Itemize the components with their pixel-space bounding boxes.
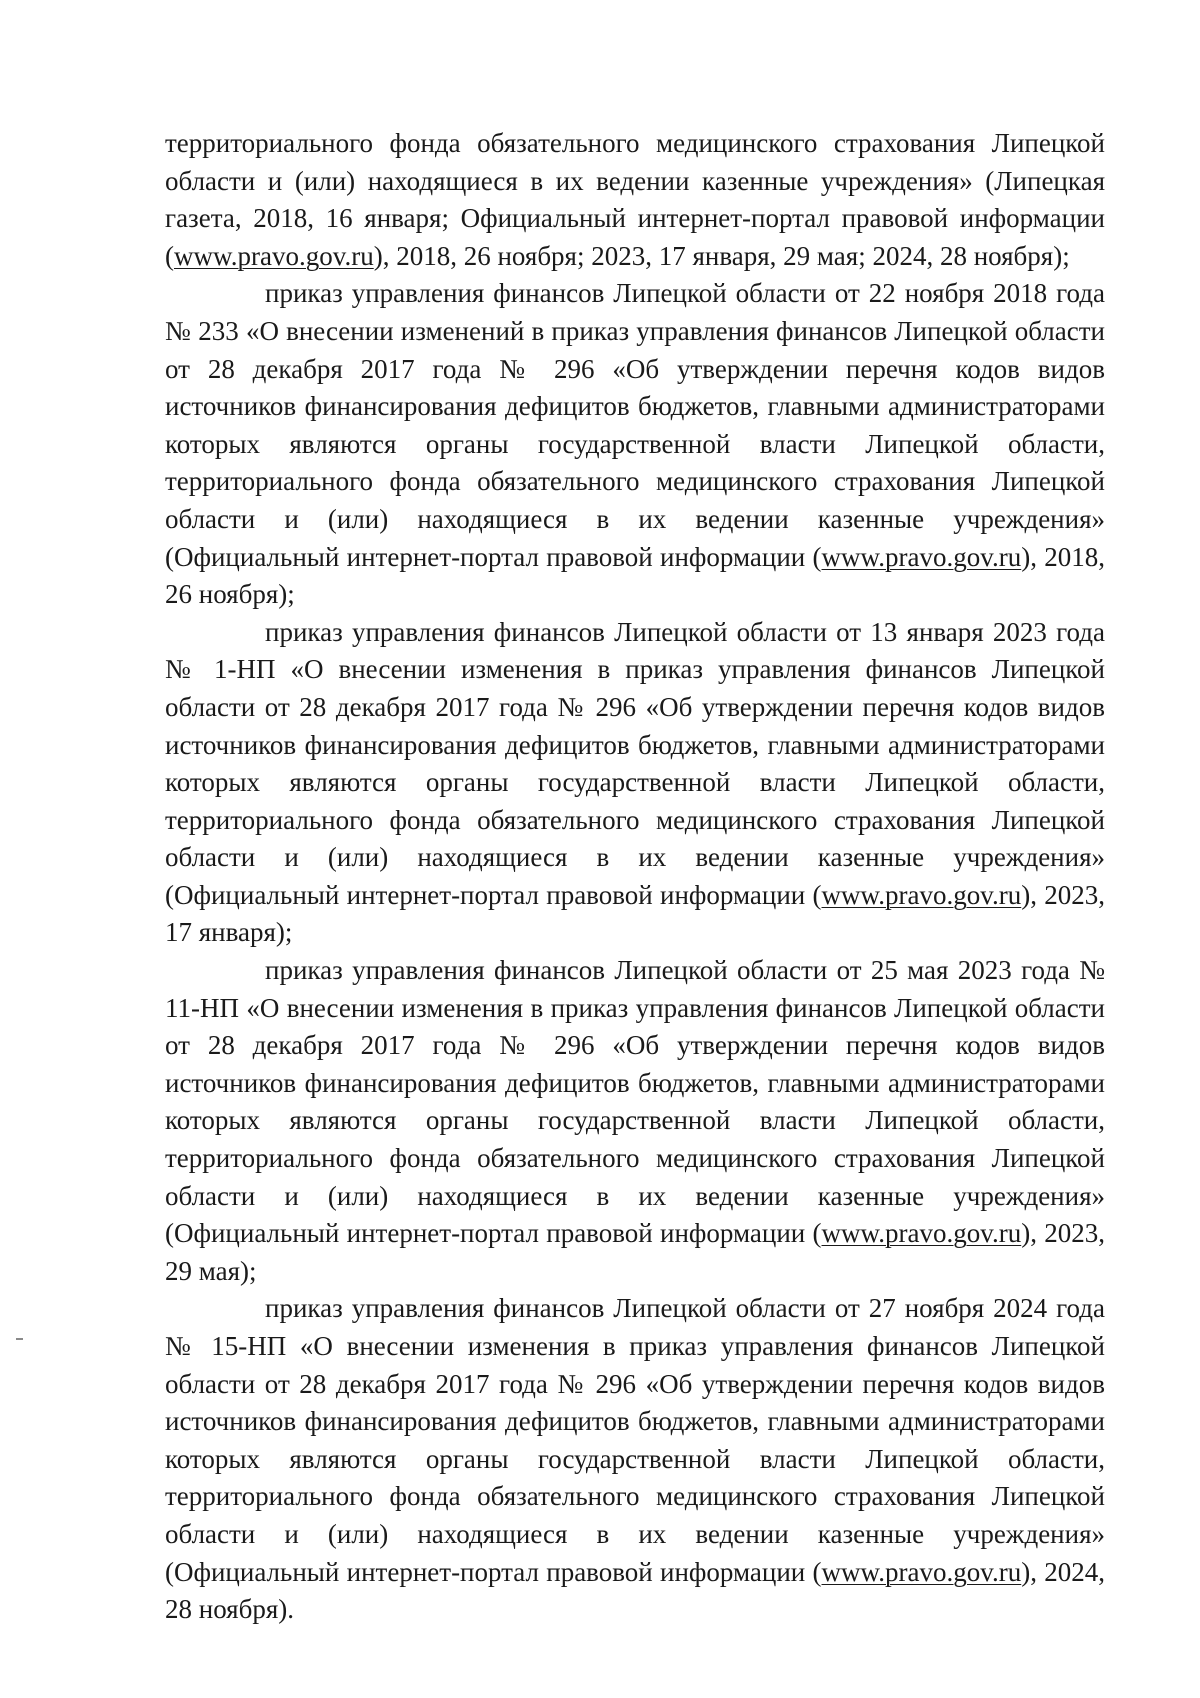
paragraph-order-11-np: [165, 952, 1105, 1290]
scan-artifact-mark: [16, 1338, 23, 1340]
pravo-link[interactable]: www.pravo.gov.ru: [174, 240, 374, 271]
paragraph-order-15-np: [165, 1290, 1105, 1628]
paragraph-text: приказ управления финансов Липецкой области от 25 мая 2023 года № 11-НП «О внесении изменения в приказ управления финансов Липецкой области от 28 декабря 2017 года № 296 «Об утверждении перечня кодов видов источников финансирования дефицитов бюджетов, главными администраторами которых являются органы государственной власти Липецкой области, территориального фонда обязательного медицинского страхования Липецкой области и (или) находящиеся в их ведении казенные учреждения» (Официальный интернет-портал правовой информации (: [165, 955, 1105, 1249]
paragraph-text: ), 2018, 26 ноября; 2023, 17 января, 29 мая; 2024, 28 ноября);: [373, 240, 1070, 271]
paragraph-text: ), 2018, 26 ноября);: [165, 541, 1105, 610]
pravo-link[interactable]: www.pravo.gov.ru: [821, 1218, 1022, 1249]
paragraph-order-233: [165, 275, 1105, 613]
pravo-link[interactable]: www.pravo.gov.ru: [821, 879, 1022, 910]
paragraph-text: ), 2023, 29 мая);: [165, 1218, 1105, 1286]
paragraph-continuation: [165, 125, 1105, 275]
pravo-link[interactable]: www.pravo.gov.ru: [821, 1556, 1022, 1587]
pravo-link[interactable]: www.pravo.gov.ru: [821, 541, 1022, 572]
paragraph-order-1-np: [165, 614, 1105, 952]
paragraph-text: ), 2024, 28 ноября).: [165, 1556, 1105, 1625]
document-body: [165, 125, 1105, 1629]
paragraph-text: приказ управления финансов Липецкой области от 22 ноября 2018 года № 233 «О внесении изменений в приказ управления финансов Липецкой области от 28 декабря 2017 года № 296 «Об утверждении перечня кодов видов источников финансирования дефицитов бюджетов, главными администраторами которых являются органы государственной власти Липецкой области, территориального фонда обязательного медицинского страхования Липецкой области и (или) находящиеся в их ведении казенные учреждения» (Официальный интернет-портал правовой информации (: [165, 278, 1105, 572]
paragraph-text: ), 2023, 17 января);: [165, 879, 1105, 948]
paragraph-text: территориального фонда обязательного медицинского страхования Липецкой области и (или) находящиеся в их ведении казенные учреждения» (Липецкая газета, 2018, 16 января; Официальный интернет-портал правовой информации (: [165, 128, 1105, 271]
paragraph-text: приказ управления финансов Липецкой области от 27 ноября 2024 года № 15-НП «О внесении изменения в приказ управления финансов Липецкой области от 28 декабря 2017 года № 296 «Об утверждении перечня кодов видов источников финансирования дефицитов бюджетов, главными администраторами которых являются органы государственной власти Липецкой области, территориального фонда обязательного медицинского страхования Липецкой области и (или) находящиеся в их ведении казенные учреждения» (Официальный интернет-портал правовой информации (: [165, 1293, 1105, 1587]
paragraph-text: приказ управления финансов Липецкой области от 13 января 2023 года № 1-НП «О внесении изменения в приказ управления финансов Липецкой области от 28 декабря 2017 года № 296 «Об утверждении перечня кодов видов источников финансирования дефицитов бюджетов, главными администраторами которых являются органы государственной власти Липецкой области, территориального фонда обязательного медицинского страхования Липецкой области и (или) находящиеся в их ведении казенные учреждения» (Официальный интернет-портал правовой информации (: [165, 616, 1105, 910]
